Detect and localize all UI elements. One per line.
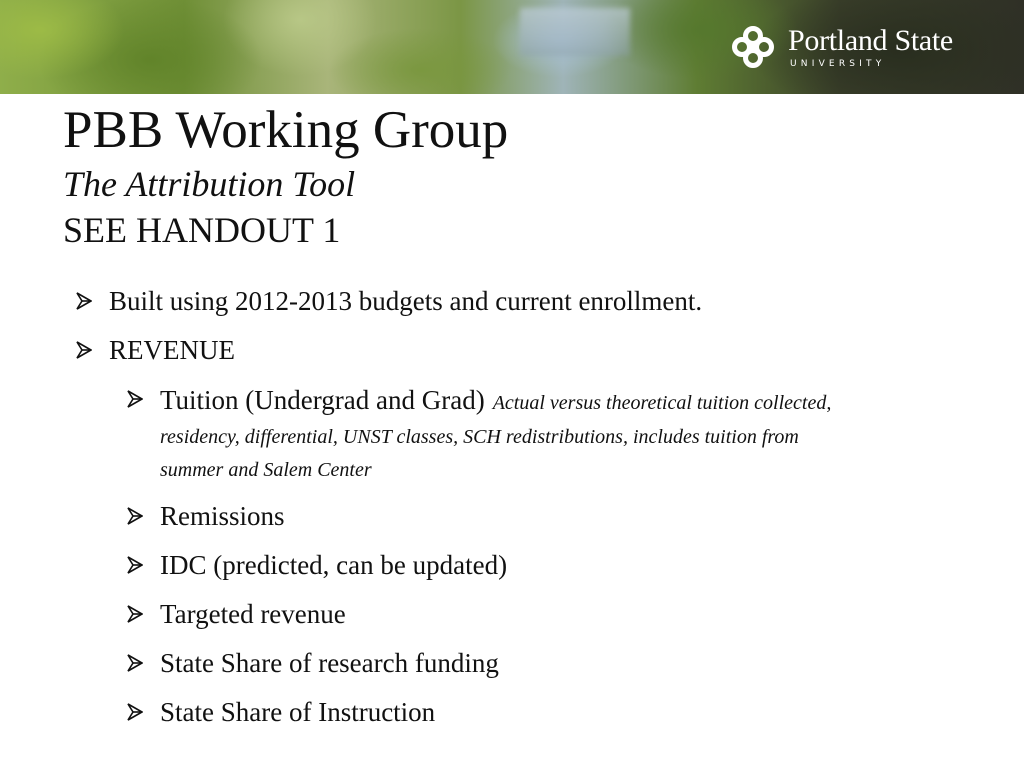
bullet-revenue bbox=[76, 333, 235, 367]
arrow-bullet-icon bbox=[127, 654, 143, 672]
subbullet-targeted bbox=[127, 597, 346, 631]
arrow-bullet-icon bbox=[127, 390, 143, 408]
subbullet-idc bbox=[127, 548, 507, 582]
bullet-label: IDC (predicted, can be updated) bbox=[160, 550, 508, 580]
logo-name: Portland State bbox=[788, 23, 953, 57]
tuition-note-line3: summer and Salem Center bbox=[160, 459, 372, 481]
slide-subtitle-handout: SEE HANDOUT 1 bbox=[63, 210, 341, 250]
banner-photo-window bbox=[520, 8, 630, 56]
subbullet-remissions bbox=[127, 499, 285, 533]
bullet-label: State Share of Instruction bbox=[160, 697, 436, 727]
bullet-label: Targeted revenue bbox=[160, 599, 346, 629]
tuition-note-line2: residency, differential, UNST classes, SCH redistributions, includes tuition from bbox=[160, 426, 799, 448]
subbullet-tuition bbox=[127, 382, 970, 487]
arrow-bullet-icon bbox=[127, 605, 143, 623]
tuition-paragraph bbox=[160, 382, 970, 487]
psu-logo-icon bbox=[728, 22, 778, 72]
arrow-bullet-icon bbox=[76, 292, 92, 310]
arrow-bullet-icon bbox=[127, 507, 143, 525]
arrow-bullet-icon bbox=[76, 341, 92, 359]
subbullet-instruction bbox=[127, 695, 435, 729]
tuition-label: Tuition (Undergrad and Grad) bbox=[160, 385, 485, 415]
bullet-label: State Share of research funding bbox=[160, 648, 499, 678]
university-logo bbox=[728, 22, 953, 72]
bullet-label: REVENUE bbox=[109, 335, 235, 365]
slide-title: PBB Working Group bbox=[63, 101, 509, 159]
header-banner bbox=[0, 0, 1024, 94]
subbullet-research bbox=[127, 646, 499, 680]
arrow-bullet-icon bbox=[127, 556, 143, 574]
tuition-note: Actual versus theoretical tuition collected, bbox=[492, 392, 832, 414]
arrow-bullet-icon bbox=[127, 703, 143, 721]
bullet-label: Built using 2012-2013 budgets and current enrollment. bbox=[109, 286, 703, 316]
slide-subtitle: The Attribution Tool bbox=[63, 164, 356, 204]
logo-subtitle: UNIVERSITY bbox=[790, 58, 886, 69]
bullet-built-using bbox=[76, 284, 702, 318]
bullet-label: Remissions bbox=[160, 501, 285, 531]
